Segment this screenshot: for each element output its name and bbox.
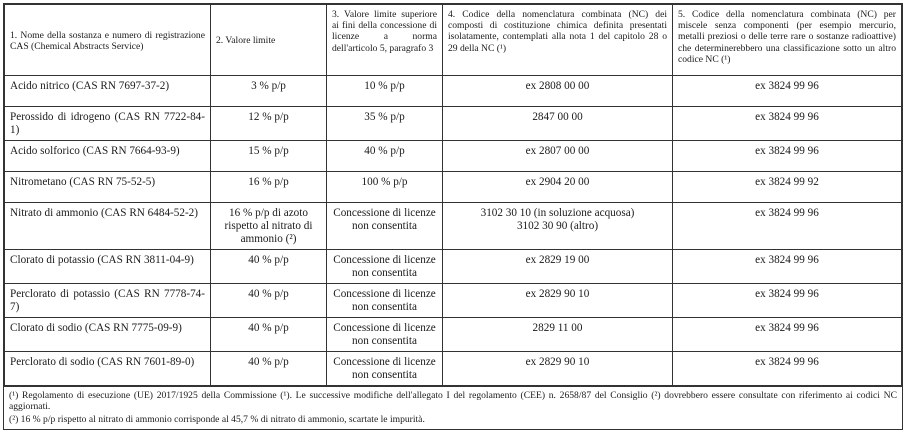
- upper-limit-value: Concessione di licenze non consentita: [327, 250, 443, 284]
- cn-code-pure: ex 2829 90 10: [443, 352, 673, 386]
- cn-code-pure: 2847 00 00: [443, 107, 673, 141]
- cn-code-mixture: ex 3824 99 96: [673, 76, 902, 107]
- cn-code-mixture: ex 3824 99 96: [673, 107, 902, 141]
- column-header-limit: 2. Valore limite: [211, 5, 327, 76]
- upper-limit-value: 35 % p/p: [327, 107, 443, 141]
- cn-code-pure: ex 2904 20 00: [443, 172, 673, 203]
- substance-name: Perossido di idrogeno (CAS RN 7722-84-1): [5, 107, 211, 141]
- table-row: [5, 250, 902, 284]
- upper-limit-value: Concessione di licenze non consentita: [327, 203, 443, 250]
- cn-code-mixture: ex 3824 99 96: [673, 318, 902, 352]
- cn-code-mixture: ex 3824 99 92: [673, 172, 902, 203]
- upper-limit-value: 10 % p/p: [327, 76, 443, 107]
- cn-code-pure: ex 2829 19 00: [443, 250, 673, 284]
- table-header-row: [5, 5, 902, 76]
- limit-value: 40 % p/p: [211, 250, 327, 284]
- cn-code-pure: 3102 30 10 (in soluzione acquosa) 3102 30 90 (altro): [443, 203, 673, 250]
- substance-name: Perclorato di sodio (CAS RN 7601-89-0): [5, 352, 211, 386]
- upper-limit-value: 100 % p/p: [327, 172, 443, 203]
- table-row: [5, 172, 902, 203]
- column-header-upper-limit: 3. Valore limite superiore ai fini della concessione di licenze a norma dell'articolo 5, paragrafo 3: [327, 5, 443, 76]
- cn-code-pure: 2829 11 00: [443, 318, 673, 352]
- table-row: [5, 284, 902, 318]
- footnotes-section: [3, 387, 903, 430]
- footnote-1: (¹) Regolamento di esecuzione (UE) 2017/1925 della Commissione (¹). Le successive modifiche dell'allegato I del regolamento (CEE) n. 2658/87 del Consiglio (²) dovrebbero essere consultate con riferimento ai codici NC aggiornati.: [9, 390, 897, 413]
- substance-name: Nitrato di ammonio (CAS RN 6484-52-2): [5, 203, 211, 250]
- substance-name: Nitrometano (CAS RN 75-52-5): [5, 172, 211, 203]
- substance-name: Acido solforico (CAS RN 7664-93-9): [5, 141, 211, 172]
- limit-value: 40 % p/p: [211, 318, 327, 352]
- table-row: [5, 203, 902, 250]
- substances-table-frame: [3, 3, 903, 387]
- column-header-cn-mix: 5. Codice della nomenclatura combinata (NC) per miscele senza componenti (per esempio mercurio, metalli preziosi o delle terre rare o sostanze radioattive) che determinerebbero una classificazione sotto un altro codice NC (¹): [673, 5, 902, 76]
- table-row: [5, 107, 902, 141]
- column-header-cn-pure: 4. Codice della nomenclatura combinata (NC) dei composti di costituzione chimica definita presentati isolatamente, contemplati alla nota 1 del capitolo 28 o 29 della NC (¹): [443, 5, 673, 76]
- upper-limit-value: Concessione di licenze non consentita: [327, 318, 443, 352]
- limit-value: 15 % p/p: [211, 141, 327, 172]
- cn-code-pure: ex 2808 00 00: [443, 76, 673, 107]
- upper-limit-value: 40 % p/p: [327, 141, 443, 172]
- substance-name: Perclorato di potassio (CAS RN 7778-74-7): [5, 284, 211, 318]
- table-row: [5, 318, 902, 352]
- substances-table: [4, 4, 902, 386]
- limit-value: 16 % p/p: [211, 172, 327, 203]
- table-row: [5, 141, 902, 172]
- limit-value: 3 % p/p: [211, 76, 327, 107]
- cn-code-mixture: ex 3824 99 96: [673, 250, 902, 284]
- limit-value: 12 % p/p: [211, 107, 327, 141]
- substance-name: Clorato di sodio (CAS RN 7775-09-9): [5, 318, 211, 352]
- limit-value: 40 % p/p: [211, 284, 327, 318]
- cn-code-mixture: ex 3824 99 96: [673, 284, 902, 318]
- limit-value: 40 % p/p: [211, 352, 327, 386]
- cn-code-pure: ex 2829 90 10: [443, 284, 673, 318]
- substance-name: Clorato di potassio (CAS RN 3811-04-9): [5, 250, 211, 284]
- cn-code-pure: ex 2807 00 00: [443, 141, 673, 172]
- limit-value: 16 % p/p di azoto rispetto al nitrato di ammonio (²): [211, 203, 327, 250]
- cn-code-mixture: ex 3824 99 96: [673, 141, 902, 172]
- cn-code-mixture: ex 3824 99 96: [673, 352, 902, 386]
- footnote-2: (²) 16 % p/p rispetto al nitrato di ammonio corrisponde al 45,7 % di nitrato di ammonio, scartate le impurità.: [9, 413, 425, 425]
- table-row: [5, 352, 902, 386]
- table-row: [5, 76, 902, 107]
- upper-limit-value: Concessione di licenze non consentita: [327, 284, 443, 318]
- column-header-substance: 1. Nome della sostanza e numero di registrazione CAS (Chemical Abstracts Service): [5, 5, 211, 76]
- substance-name: Acido nitrico (CAS RN 7697-37-2): [5, 76, 211, 107]
- upper-limit-value: Concessione di licenze non consentita: [327, 352, 443, 386]
- cn-code-mixture: ex 3824 99 96: [673, 203, 902, 250]
